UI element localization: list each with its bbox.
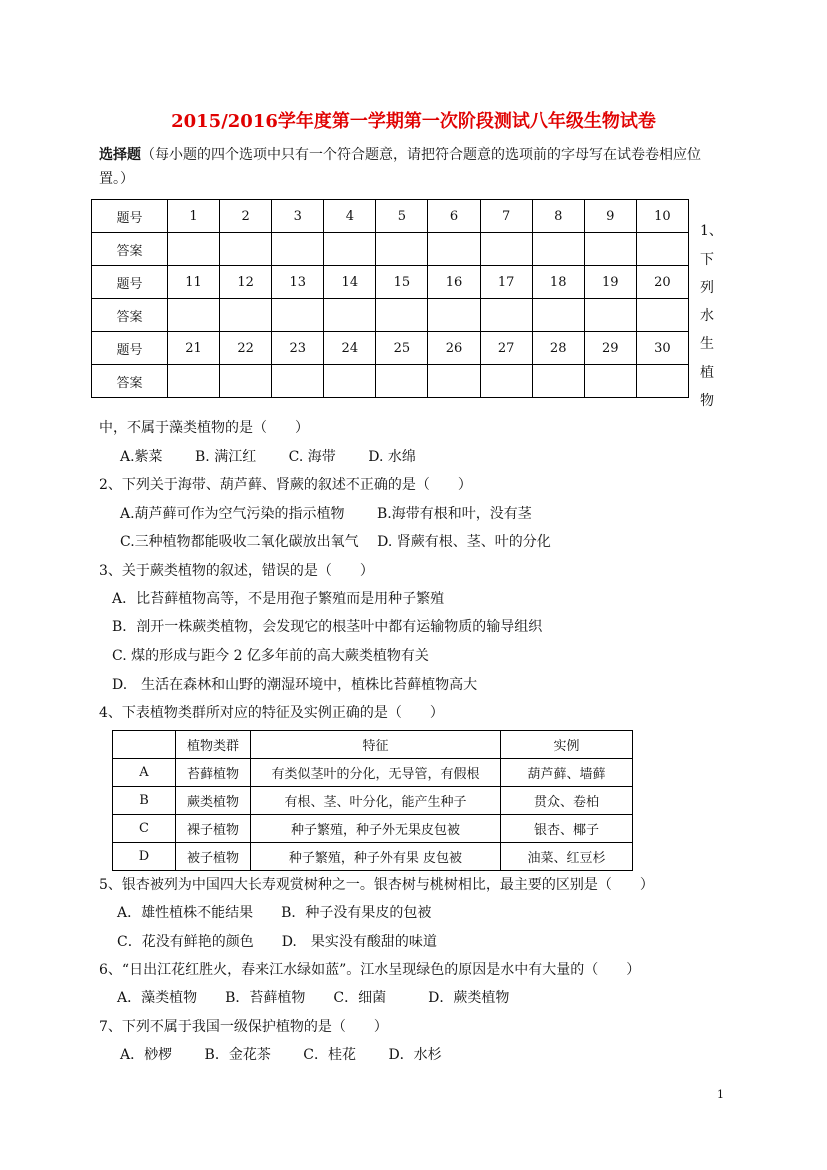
example-cell: 油菜、红豆杉 — [501, 843, 633, 871]
question-number-cell: 27 — [480, 332, 532, 365]
q6-options: A．藻类植物 B．苔藓植物 C．细菌 D．蕨类植物 — [117, 990, 510, 1006]
vertical-char: 生 — [700, 336, 714, 352]
q3-option-b: B．剖开一株蕨类植物，会发现它的根茎叶中都有运输物质的输导组织 — [112, 619, 543, 635]
answer-cell — [428, 365, 480, 398]
question-number-cell: 29 — [584, 332, 636, 365]
feature-cell: 有根、茎、叶分化，能产生种子 — [251, 787, 501, 815]
answer-cell — [636, 365, 688, 398]
question-number-cell: 15 — [376, 266, 428, 299]
question-number-row — [92, 332, 689, 365]
answer-row — [92, 365, 689, 398]
header-cell: 实例 — [501, 731, 633, 759]
q2-options-1: A.葫芦藓可作为空气污染的指示植物 B.海带有根和叶，没有茎 — [120, 506, 532, 522]
answer-cell — [480, 299, 532, 332]
q7-options: A．桫椤 B．金花茶 C．桂花 D．水杉 — [120, 1047, 442, 1063]
table-row — [113, 759, 633, 787]
answer-cell — [272, 299, 324, 332]
q5-options-1: A．雄性植株不能结果 B．种子没有果皮的包被 — [117, 905, 432, 921]
answer-cell — [636, 299, 688, 332]
vertical-char: 物 — [700, 393, 714, 409]
question-number-cell: 1 — [168, 200, 220, 233]
answer-cell — [168, 233, 220, 266]
answer-row — [92, 299, 689, 332]
instructions-text: （每小题的四个选项中只有一个符合题意，请把符合题意的选项前的字母写在试卷卷相应位 — [141, 147, 701, 163]
answer-cell — [584, 299, 636, 332]
plant-groups-table — [112, 730, 633, 871]
label-cell: 答案 — [92, 365, 168, 398]
header-cell — [113, 731, 176, 759]
question-number-cell: 19 — [584, 266, 636, 299]
answer-cell — [220, 233, 272, 266]
table-row — [113, 843, 633, 871]
q3-option-a: A．比苔藓植物高等，不是用孢子繁殖而是用种子繁殖 — [112, 591, 445, 607]
option-cell: C — [113, 815, 176, 843]
example-cell: 银杏、椰子 — [501, 815, 633, 843]
q1-stem: 中，不属于藻类植物的是（ ） — [99, 420, 309, 436]
question-number-cell: 6 — [428, 200, 480, 233]
question-number-cell: 5 — [376, 200, 428, 233]
label-cell: 题号 — [92, 332, 168, 365]
answer-cell — [324, 365, 376, 398]
label-cell: 答案 — [92, 233, 168, 266]
answer-cell — [584, 365, 636, 398]
page-title: 2015/2016学年度第一学期第一次阶段测试八年级生物试卷 — [171, 111, 656, 132]
q5-options-2: C．花没有鲜艳的颜色 D. 果实没有酸甜的味道 — [117, 934, 437, 950]
question-number-row — [92, 200, 689, 233]
group-cell: 蕨类植物 — [176, 787, 251, 815]
question-number-cell: 26 — [428, 332, 480, 365]
question-number-cell: 18 — [532, 266, 584, 299]
q6-stem: 6、“日出江花红胜火，春来江水绿如蓝”。江水呈现绿色的原因是水中有大量的（ ） — [99, 962, 641, 978]
vertical-char: 列 — [700, 280, 714, 296]
feature-cell: 有类似茎叶的分化，无导管，有假根 — [251, 759, 501, 787]
question-number-cell: 9 — [584, 200, 636, 233]
label-cell: 答案 — [92, 299, 168, 332]
question-number-cell: 13 — [272, 266, 324, 299]
question-number-cell: 8 — [532, 200, 584, 233]
group-cell: 裸子植物 — [176, 815, 251, 843]
vertical-char: 下 — [700, 252, 714, 268]
q2-stem: 2、下列关于海带、葫芦藓、肾蕨的叙述不正确的是（ ） — [99, 477, 472, 493]
answer-cell — [220, 299, 272, 332]
option-cell: D — [113, 843, 176, 871]
answer-cell — [376, 299, 428, 332]
group-cell: 苔藓植物 — [176, 759, 251, 787]
q3-option-c: C. 煤的形成与距今 2 亿多年前的高大蕨类植物有关 — [112, 648, 429, 664]
question-number-cell: 22 — [220, 332, 272, 365]
header-cell: 特征 — [251, 731, 501, 759]
question-number-cell: 23 — [272, 332, 324, 365]
question-number-cell: 4 — [324, 200, 376, 233]
answer-cell — [532, 299, 584, 332]
question-number-cell: 2 — [220, 200, 272, 233]
option-cell: B — [113, 787, 176, 815]
question-number-cell: 17 — [480, 266, 532, 299]
page-number: 1 — [717, 1088, 724, 1101]
instructions-line-2: 置。） — [99, 171, 134, 187]
q4-stem: 4、下表植物类群所对应的特征及实例正确的是（ ） — [99, 705, 444, 721]
q7-stem: 7、下列不属于我国一级保护植物的是（ ） — [99, 1019, 388, 1035]
answer-cell — [272, 365, 324, 398]
question-number-cell: 14 — [324, 266, 376, 299]
answer-cell — [220, 365, 272, 398]
answer-cell — [272, 233, 324, 266]
question-number-cell: 20 — [636, 266, 688, 299]
table-row — [113, 815, 633, 843]
question-number-cell: 25 — [376, 332, 428, 365]
q3-option-d: D. 生活在森林和山野的潮湿环境中，植株比苔藓植物高大 — [112, 677, 478, 693]
answer-row — [92, 233, 689, 266]
question-number-cell: 28 — [532, 332, 584, 365]
feature-cell: 种子繁殖，种子外无果皮包被 — [251, 815, 501, 843]
feature-cell: 种子繁殖，种子外有果 皮包被 — [251, 843, 501, 871]
table-header-row — [113, 731, 633, 759]
question-number-cell: 10 — [636, 200, 688, 233]
q3-stem: 3、关于蕨类植物的叙述，错误的是（ ） — [99, 563, 374, 579]
vertical-char: 1、 — [700, 223, 723, 239]
answer-cell — [636, 233, 688, 266]
example-cell: 贯众、卷柏 — [501, 787, 633, 815]
question-number-cell: 11 — [168, 266, 220, 299]
vertical-char: 植 — [700, 365, 714, 381]
label-cell: 题号 — [92, 266, 168, 299]
instructions-line-1 — [99, 144, 701, 164]
group-cell: 被子植物 — [176, 843, 251, 871]
question-number-cell: 21 — [168, 332, 220, 365]
answer-cell — [584, 233, 636, 266]
answer-cell — [480, 233, 532, 266]
answer-cell — [480, 365, 532, 398]
question-number-cell: 24 — [324, 332, 376, 365]
answer-cell — [428, 299, 480, 332]
answer-cell — [168, 365, 220, 398]
answer-cell — [532, 365, 584, 398]
section-label: 选择题 — [99, 147, 141, 163]
q5-stem: 5、银杏被列为中国四大长寿观赏树种之一。银杏树与桃树相比，最主要的区别是（ ） — [99, 877, 654, 893]
q2-options-2: C.三种植物都能吸收二氧化碳放出氧气 D. 肾蕨有根、茎、叶的分化 — [120, 534, 551, 550]
answer-cell — [532, 233, 584, 266]
answer-cell — [324, 233, 376, 266]
answer-cell — [428, 233, 480, 266]
question-number-cell: 30 — [636, 332, 688, 365]
question-number-cell: 12 — [220, 266, 272, 299]
option-cell: A — [113, 759, 176, 787]
answer-cell — [168, 299, 220, 332]
header-cell: 植物类群 — [176, 731, 251, 759]
question-number-cell: 7 — [480, 200, 532, 233]
q1-options: A.紫菜 B. 满江红 C. 海带 D. 水绵 — [120, 449, 416, 465]
answer-table — [91, 199, 689, 398]
answer-cell — [324, 299, 376, 332]
question-number-row — [92, 266, 689, 299]
answer-cell — [376, 233, 428, 266]
example-cell: 葫芦藓、墙藓 — [501, 759, 633, 787]
question-number-cell: 3 — [272, 200, 324, 233]
table-row — [113, 787, 633, 815]
answer-cell — [376, 365, 428, 398]
question-number-cell: 16 — [428, 266, 480, 299]
label-cell: 题号 — [92, 200, 168, 233]
vertical-char: 水 — [700, 308, 714, 324]
